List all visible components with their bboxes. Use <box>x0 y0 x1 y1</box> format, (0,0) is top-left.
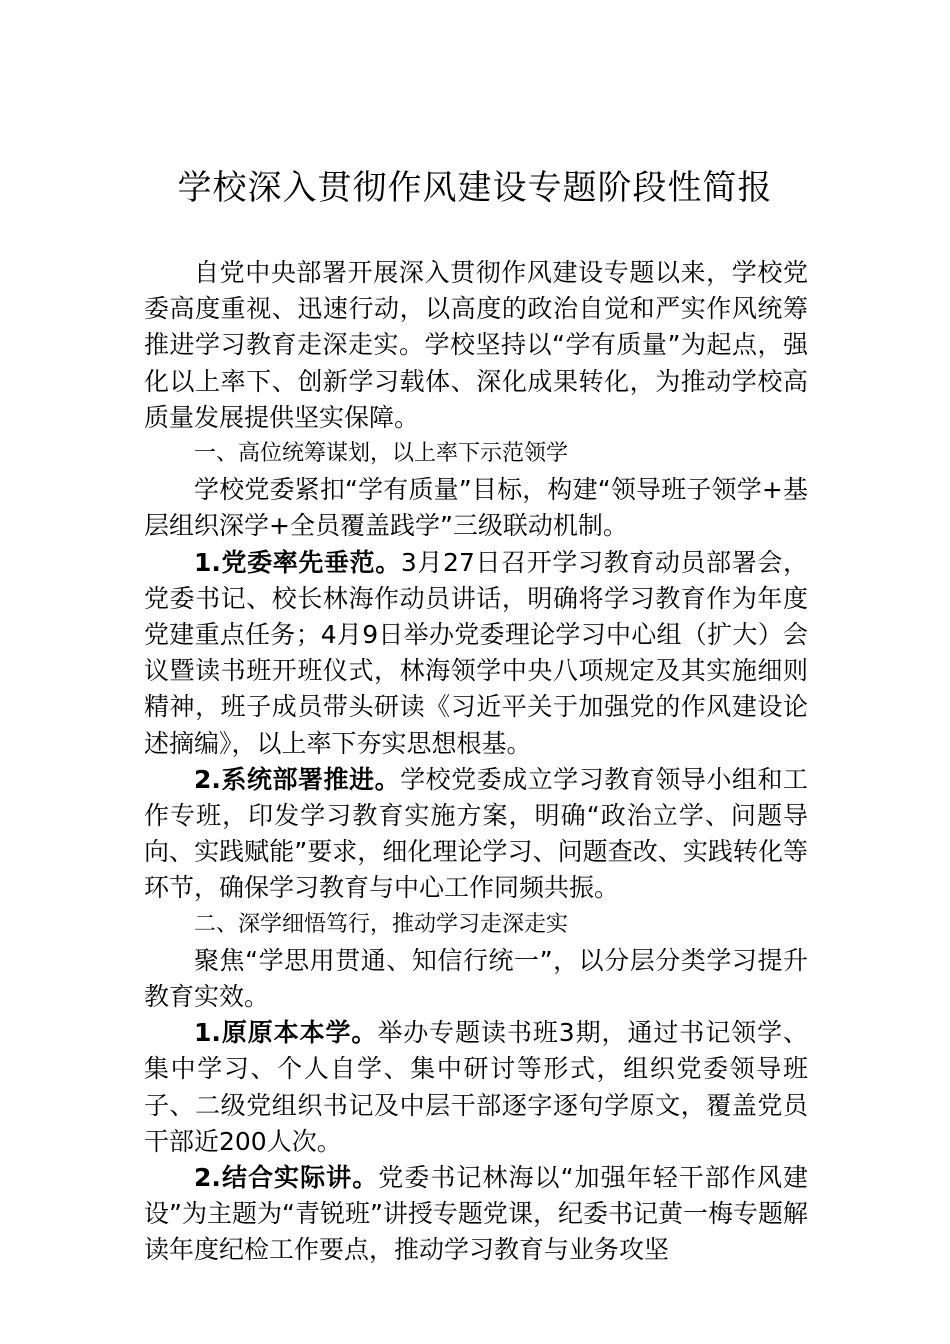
paragraph-text: 党委书记林海以“加强年轻干部作风建设”为主题为“青锐班”讲授专题党课，纪委书记黄一梅专题解读年度纪检工作要点，推动学习教育与业务攻坚 <box>144 1163 808 1265</box>
item-lead: 1.原原本本学。 <box>194 1018 378 1048</box>
document-body <box>144 255 808 1269</box>
paragraph-text: 学校党委紧扣“学有质量”目标，构建“领导班子领学+基层组织深学+全员覆盖践学”三级联动机制。 <box>144 475 808 541</box>
item-lead: 2.结合实际讲。 <box>194 1163 379 1193</box>
section-2-item-1 <box>144 1015 808 1160</box>
paragraph-text: 自党中央部署开展深入贯彻作风建设专题以来，学校党委高度重视、迅速行动，以高度的政治自觉和严实作风统筹推进学习教育走深走实。学校坚持以“学有质量”为起点，强化以上率下、创新学习载体、深化成果转化，为推动学校高质量发展提供坚实保障。 <box>144 258 808 432</box>
section-2-intro <box>144 943 808 1015</box>
paragraph-text: 一、高位统筹谋划，以上率下示范领学 <box>194 441 569 467</box>
section-1-item-1 <box>144 545 808 762</box>
section-2-item-2 <box>144 1160 808 1269</box>
paragraph-text: 3月27日召开学习教育动员部署会，党委书记、校长林海作动员讲话，明确将学习教育作为年度党建重点任务；4月9日举办党委理论学习中心组（扩大）会议暨读书班开班仪式，林海领学中央八项规定及其实施细则精神，班子成员带头研读《习近平关于加强党的作风建设论述摘编》，以上率下夯实思想根基。 <box>144 547 808 758</box>
document-title: 学校深入贯彻作风建设专题阶段性简报 <box>177 168 773 208</box>
paragraph-text: 聚焦“学思用贯通、知信行统一”，以分层分类学习提升教育实效。 <box>144 945 808 1012</box>
item-lead: 2.系统部署推进。 <box>194 764 401 794</box>
paragraph-text: 二、深学细悟笃行，推动学习走深走实 <box>194 911 569 937</box>
item-lead: 1.党委率先垂范。 <box>194 547 401 577</box>
paragraph-text: 举办专题读书班3期，通过书记领学、集中学习、个人自学、集中研讨等形式，组织党委领导班子、二级党组织书记及中层干部逐字逐句学原文，覆盖党员干部近200人次。 <box>144 1018 808 1156</box>
intro-paragraph <box>144 255 808 436</box>
paragraph-text: 学校党委成立学习教育领导小组和工作专班，印发学习教育实施方案，明确“政治立学、问题导向、实践赋能”要求，细化理论学习、问题查改、实践转化等环节，确保学习教育与中心工作同频共振。 <box>144 764 808 903</box>
section-heading-2 <box>144 907 808 943</box>
section-1-intro <box>144 472 808 544</box>
section-1-item-2 <box>144 762 808 907</box>
section-heading-1 <box>144 436 808 472</box>
